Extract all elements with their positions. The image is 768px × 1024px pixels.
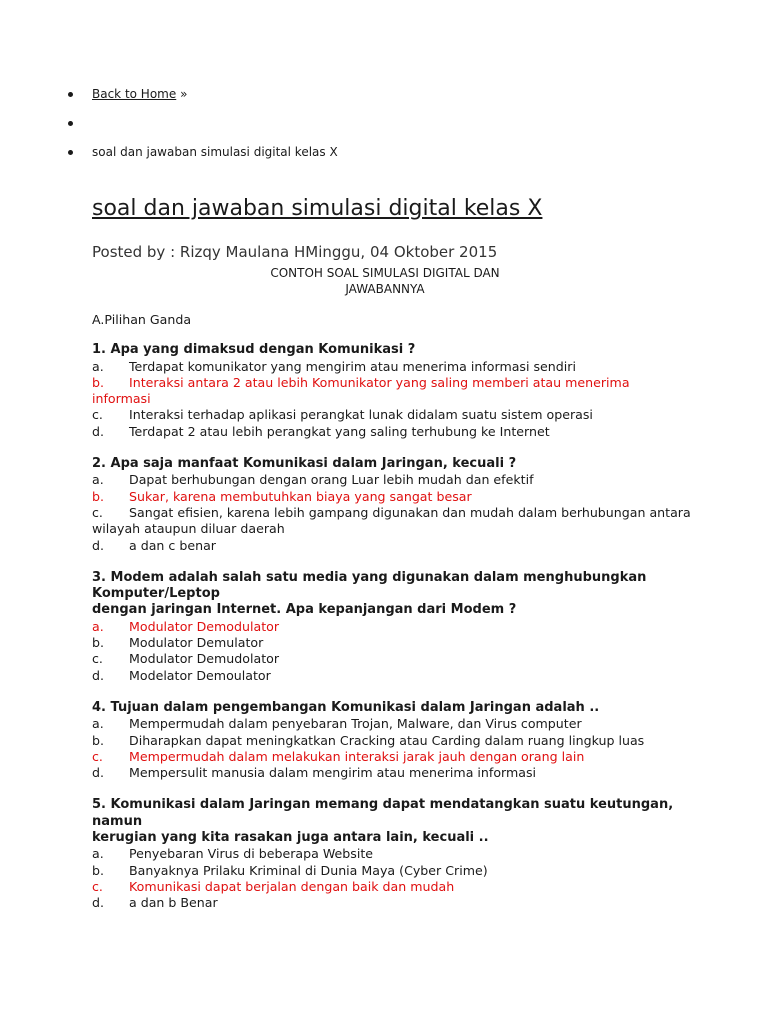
option-letter: a. [92,716,104,732]
answer-option [92,407,692,423]
option-letter: a. [92,618,104,634]
option-letter: d. [92,895,104,911]
question-2 [92,456,692,554]
option-letter: d. [92,765,104,781]
option-text: Interaksi antara 2 atau lebih Komunikator yang saling memberi atau menerima informasi [92,374,630,407]
option-letter: b. [92,862,104,878]
document-heading-line-2: JAWABANNYA [345,282,425,296]
question-text: 4. Tujuan dalam pengembangan Komunikasi dalam Jaringan adalah .. [92,699,600,715]
question-text: 1. Apa yang dimaksud dengan Komunikasi ? [92,342,416,358]
option-text: Dapat berhubungan dengan orang Luar lebih mudah dan efektif [129,472,534,488]
answer-option [92,846,692,862]
option-text: Penyebaran Virus di beberapa Website [129,846,374,862]
post-byline: Posted by : Rizqy Maulana HMinggu, 04 Oktober 2015 [92,243,498,261]
post-title[interactable]: soal dan jawaban simulasi digital kelas X [92,196,543,221]
answer-option [92,895,692,911]
question-text: 2. Apa saja manfaat Komunikasi dalam Jaringan, kecuali ? [92,456,517,472]
question-4 [92,700,692,781]
answer-option [92,733,692,749]
question-5 [92,797,692,911]
option-letter: a. [92,846,104,862]
answer-option-correct [92,619,692,635]
question-1 [92,342,692,440]
question-list [92,342,692,911]
option-letter: b. [92,488,104,504]
option-text: Komunikasi dapat berjalan dengan baik dan mudah [129,878,455,894]
option-text: Mempermudah dalam penyebaran Trojan, Malware, dan Virus computer [129,716,582,732]
option-letter: b. [92,374,104,390]
option-letter: a. [92,472,104,488]
option-text: Interaksi terhadap aplikasi perangkat lunak didalam suatu sistem operasi [129,407,593,423]
answer-option-correct [92,375,692,408]
answer-option [92,716,692,732]
option-text: Mempermudah dalam melakukan interaksi jarak jauh dengan orang lain [129,748,585,764]
question-text: 5. Komunikasi dalam Jaringan memang dapat mendatangkan suatu keutungan, namun [92,797,674,829]
option-letter: d. [92,423,104,439]
section-label: A.Pilihan Ganda [92,312,192,327]
option-text: a dan c benar [129,537,216,553]
answer-option [92,424,692,440]
option-letter: d. [92,537,104,553]
option-text: Mempersulit manusia dalam mengirim atau menerima informasi [129,765,537,781]
option-text: Banyaknya Prilaku Kriminal di Dunia Maya (Cyber Crime) [129,862,488,878]
document-heading-line-1: CONTOH SOAL SIMULASI DIGITAL DAN [270,266,500,280]
option-letter: c. [92,504,103,520]
option-letter: c. [92,407,103,423]
option-text: Modelator Demoulator [129,667,271,683]
option-letter: c. [92,651,103,667]
answer-option [92,359,692,375]
post-content [92,312,692,928]
answer-option-correct [92,749,692,765]
answer-option [92,765,692,781]
option-text: a dan b Benar [129,895,218,911]
option-letter: a. [92,358,104,374]
answer-option [92,472,692,488]
answer-option [92,505,692,538]
breadcrumb-list [0,84,338,171]
option-text: Modulator Demudolator [129,651,280,667]
breadcrumb-item-home [0,84,338,113]
question-text: 3. Modem adalah salah satu media yang digunakan dalam menghubungkan Komputer/Leptop [92,569,647,602]
option-text: Terdapat komunikator yang mengirim atau menerima informasi sendiri [129,358,576,374]
option-letter: d. [92,667,104,683]
back-to-home-link[interactable]: Back to Home [92,87,177,101]
option-text: Modulator Demulator [129,635,264,651]
option-letter: b. [92,635,104,651]
question-3 [92,570,692,684]
option-text: Terdapat 2 atau lebih perangkat yang saling terhubung ke Internet [129,423,550,439]
option-letter: b. [92,732,104,748]
breadcrumb-item-current [0,142,338,171]
question-text-continued: dengan jaringan Internet. Apa kepanjangan dari Modem ? [92,602,517,618]
answer-option [92,635,692,651]
breadcrumb-item-empty [0,113,338,142]
answer-option [92,651,692,667]
question-text-continued: kerugian yang kita rasakan juga antara lain, kecuali .. [92,830,489,846]
document-heading [230,265,540,297]
option-text: Modulator Demodulator [129,618,280,634]
option-text: Diharapkan dapat meningkatkan Cracking atau Carding dalam ruang lingkup luas [129,732,645,748]
answer-option-correct [92,489,692,505]
option-letter: c. [92,748,103,764]
option-text: Sukar, karena membutuhkan biaya yang sangat besar [129,488,472,504]
breadcrumb-separator: » [176,87,188,101]
answer-option-correct [92,879,692,895]
option-text: Sangat efisien, karena lebih gampang digunakan dan mudah dalam berhubungan antara wilayah ataupun diluar daerah [92,504,691,537]
answer-option [92,668,692,684]
option-letter: c. [92,878,103,894]
breadcrumb-current-label: soal dan jawaban simulasi digital kelas X [92,145,338,159]
answer-option [92,863,692,879]
answer-option [92,538,692,554]
